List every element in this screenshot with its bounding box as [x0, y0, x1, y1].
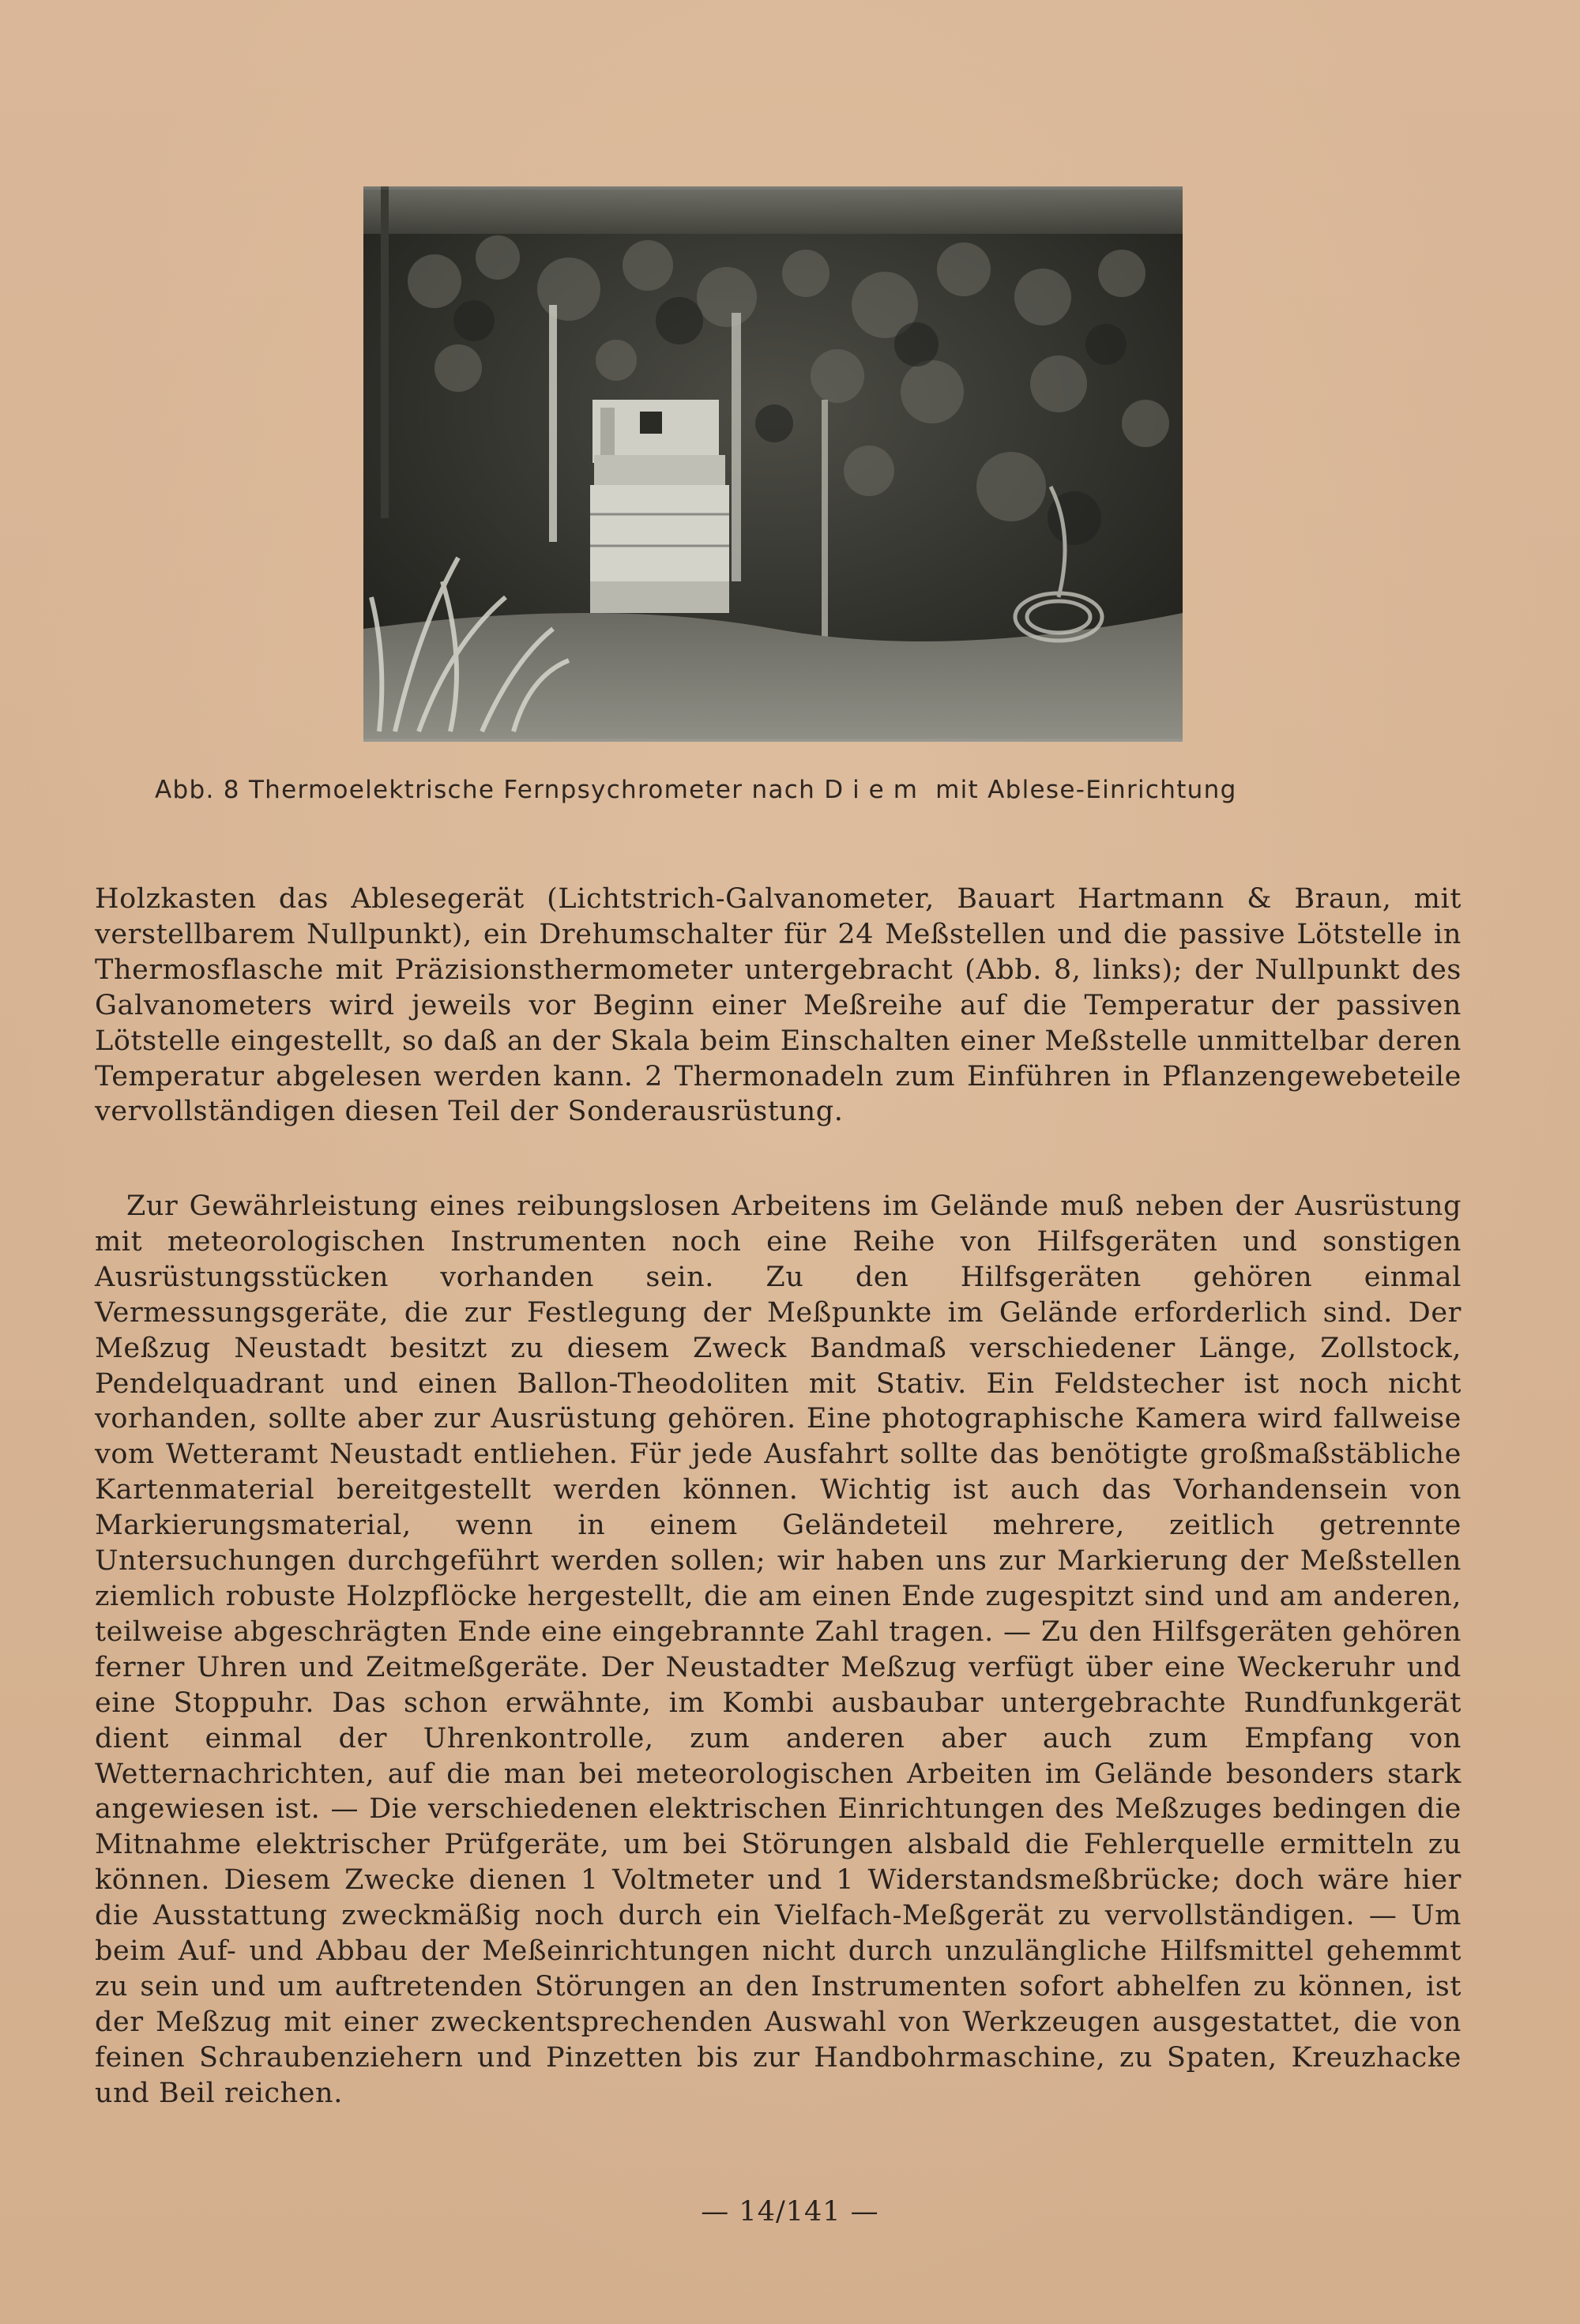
figure-caption	[155, 776, 1435, 804]
caption-suffix: mit Ablese-Einrichtung	[926, 776, 1237, 804]
caption-author: Diem	[824, 776, 927, 804]
page-number: — 14/141 —	[701, 2196, 879, 2228]
paragraph: Holzkasten das Ablesegerät (Lichtstrich-Galvanometer, Bauart Hartmann & Braun, mit verstellbarem Nullpunkt), ein Drehumschalter für 24 Meßstellen und die passive Lötstelle in Thermosflasche mit Präzisionsthermometer untergebracht (Abb. 8, links); der Nullpunkt des Galvanometers wird jeweils vor Beginn einer Meßreihe auf die Temperatur der passiven Lötstelle eingestellt, so daß an der Skala beim Einschalten einer Meßstelle unmittelbar deren Temperatur abgelesen werden kann. 2 Thermonadeln zum Einführen in Pflanzengewebeteile vervollständigen diesen Teil der Sonderausrüstung.	[95, 883, 1462, 1128]
vineyard-photo-icon	[363, 186, 1183, 742]
caption-prefix: Abb. 8 Thermoelektrische Fernpsychrometer nach	[155, 776, 825, 804]
figure-photo	[363, 186, 1183, 742]
paragraph: Zur Gewährleistung eines reibungslosen Arbeitens im Gelände muß neben der Ausrüstung mit meteorologischen Instrumenten noch eine Reihe von Hilfsgeräten und sonstigen Ausrüstungsstücken vorhanden sein. Zu den Hilfsgeräten gehören einmal Vermessungsgeräte, die zur Festlegung der Meßpunkte im Gelände erforderlich sind. Der Meßzug Neustadt besitzt zu diesem Zweck Bandmaß verschiedener Länge, Zollstock, Pendelquadrant und einen Ballon-Theodoliten mit Stativ. Ein Feldstecher ist noch nicht vorhanden, sollte aber zur Ausrüstung gehören. Eine photographische Kamera wird fallweise vom Wetteramt Neustadt entliehen. Für jede Ausfahrt sollte das benötigte großmaßstäbliche Kartenmaterial bereitgestellt werden können. Wichtig ist auch das Vorhandensein von Markierungsmaterial, wenn in einem Geländeteil mehrere, zeitlich getrennte Untersuchungen durchgeführt werden sollen; wir haben uns zur Markierung der Meßstellen ziemlich robuste Holzpflöcke hergestellt, die am einen Ende zugespitzt sind und am anderen, teilweise abgeschrägten Ende eine eingebrannte Zahl tragen. — Zu den Hilfsgeräten gehören ferner Uhren und Zeitmeßgeräte. Der Neustadter Meßzug verfügt über eine Weckeruhr und eine Stoppuhr. Das schon erwähnte, im Kombi ausbaubar untergebrachte Rundfunkgerät dient einmal der Uhrenkontrolle, zum anderen aber auch zum Empfang von Wetternachrichten, auf die man bei meteorologischen Arbeiten im Gelände besonders stark angewiesen ist. — Die verschiedenen elektrischen Einrichtungen des Meßzuges bedingen die Mitnahme elektrischer Prüfgeräte, um bei Störungen alsbald die Fehlerquelle ermitteln zu können. Diesem Zwecke dienen 1 Voltmeter und 1 Widerstandsmeßbrücke; doch wäre hier die Ausstattung zweckmäßig noch durch ein Vielfach-Meßgerät zu vervollständigen. — Um beim Auf- und Abbau der Meßeinrichtungen nicht durch unzulängliche Hilfsmittel gehemmt zu sein und um auftretenden Störungen an den Instrumenten sofort abhelfen zu können, ist der Meßzug mit einer zweckentsprechenden Auswahl von Werkzeugen ausgestattet, die von feinen Schraubenziehern und Pinzetten bis zur Handbohrmaschine, zu Spaten, Kreuzhacke und Beil reichen.	[95, 1190, 1462, 2109]
wooden-box	[590, 400, 729, 613]
